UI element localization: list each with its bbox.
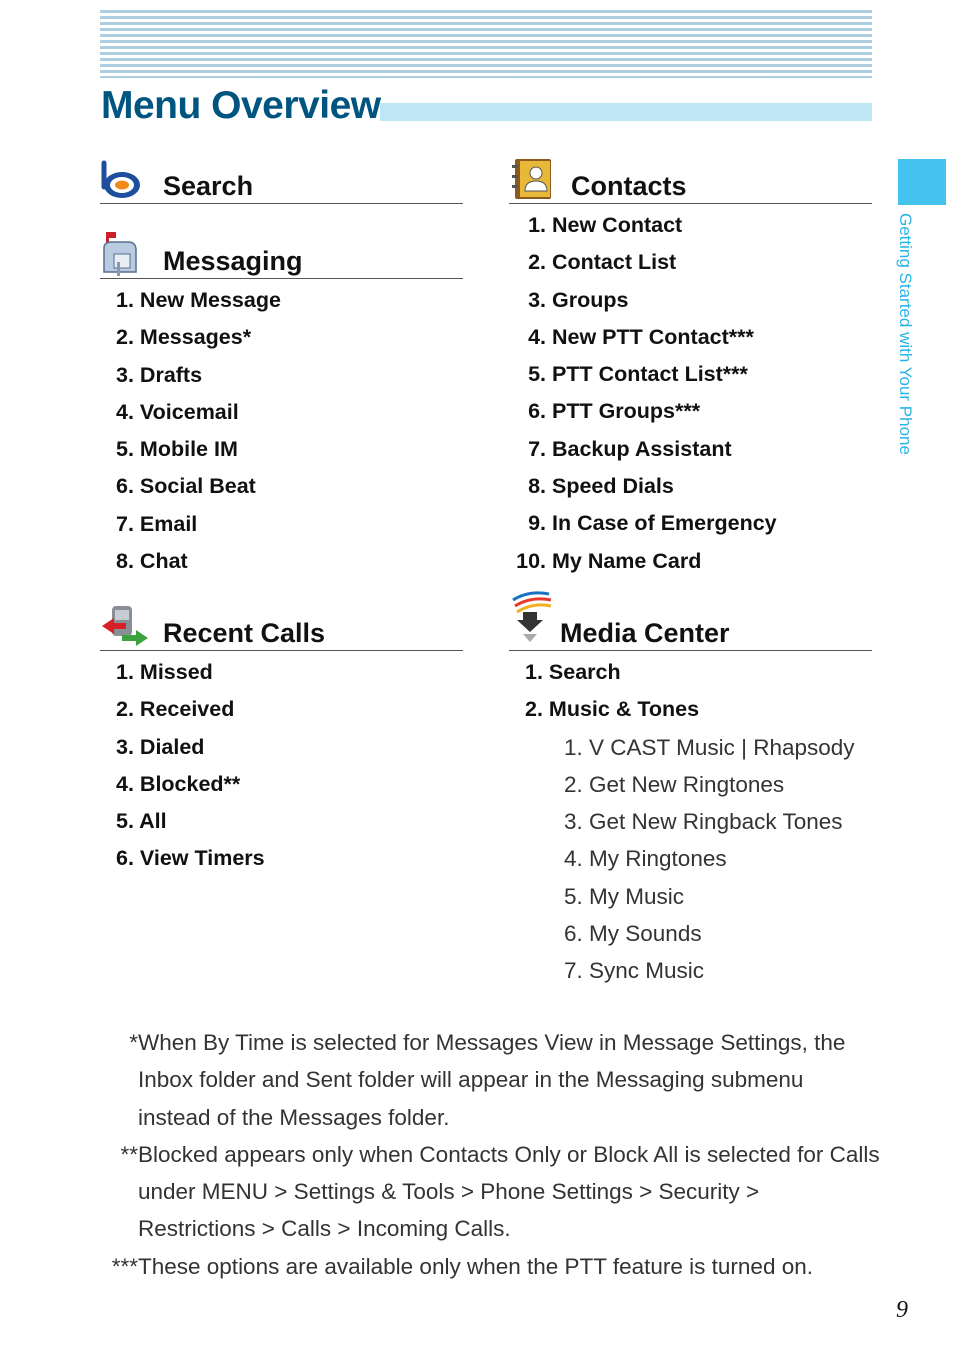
messaging-heading: Messaging: [163, 246, 303, 276]
search-icon: [100, 157, 152, 201]
list-item[interactable]: 10. My Name Card: [516, 548, 702, 573]
page-number: 9: [896, 1297, 908, 1323]
list-item[interactable]: 1. Missed: [116, 660, 213, 684]
footnote-text: These options are available only when the PTT feature is turned on.: [138, 1253, 813, 1279]
messaging-list: [100, 282, 463, 580]
mailbox-icon: [100, 232, 152, 276]
list-item[interactable]: 7. Email: [116, 511, 198, 536]
list-item[interactable]: 8. Chat: [116, 549, 188, 574]
page-title: Menu Overview: [101, 84, 381, 127]
footnote: [100, 1024, 880, 1136]
media-center-heading-row[interactable]: [509, 604, 872, 651]
footnote-text: When By Time is selected for Messages View in Message Settings, the Inbox folder and Sent folder will appear in the Messaging submenu instead of the Messages folder.: [138, 1030, 846, 1130]
list-item[interactable]: 5. My Music: [564, 883, 685, 909]
music-tones-sublist: [509, 729, 872, 990]
contacts-section: [509, 157, 872, 580]
list-item[interactable]: 7. Backup Assistant: [528, 436, 732, 461]
list-item[interactable]: 8. Speed Dials: [528, 474, 674, 499]
list-item[interactable]: 7. Sync Music: [564, 958, 705, 984]
list-item[interactable]: 2. Get New Ringtones: [564, 771, 785, 797]
footnote-mark: **: [120, 1141, 138, 1167]
list-item[interactable]: 1. New Contact: [528, 213, 683, 237]
side-tab: [898, 159, 946, 205]
list-item[interactable]: 4. My Ringtones: [564, 846, 727, 872]
list-item[interactable]: 5. PTT Contact List***: [528, 362, 748, 387]
list-item[interactable]: 1. Search: [525, 660, 621, 684]
messaging-section: [100, 232, 463, 580]
side-tab-label: Getting Started with Your Phone: [896, 213, 915, 455]
footnote-mark: ***: [111, 1253, 138, 1279]
list-item[interactable]: 1. V CAST Music | Rhapsody: [564, 734, 855, 760]
search-section: [100, 157, 463, 204]
list-item[interactable]: 3. Dialed: [116, 734, 205, 759]
messaging-heading-row[interactable]: [100, 232, 463, 279]
contacts-list: [509, 207, 872, 580]
recent-calls-icon: [100, 604, 152, 648]
header-stripes: [100, 10, 872, 78]
contacts-heading-row[interactable]: [509, 157, 872, 204]
footnote-mark: *: [129, 1030, 138, 1055]
list-item[interactable]: 6. View Timers: [116, 846, 265, 871]
recent-calls-section: [100, 604, 463, 878]
list-item[interactable]: 6. Social Beat: [116, 474, 256, 499]
media-center-section: [509, 604, 872, 990]
contacts-heading: Contacts: [571, 171, 687, 201]
list-item[interactable]: 4. Voicemail: [116, 399, 239, 424]
list-item[interactable]: 2. Received: [116, 697, 235, 722]
list-item[interactable]: 4. New PTT Contact***: [528, 324, 754, 349]
title-underline-bar: [380, 103, 872, 121]
contacts-book-icon: [509, 157, 561, 201]
list-item[interactable]: 3. Drafts: [116, 362, 203, 387]
list-item[interactable]: 3. Get New Ringback Tones: [564, 809, 843, 835]
list-item[interactable]: 4. Blocked**: [116, 771, 241, 796]
media-center-list: [509, 654, 872, 729]
footnote-text: Blocked appears only when Contacts Only or Block All is selected for Calls under MENU > Settings & Tools > Phone Settings > Security > Restrictions > Calls > Incoming Calls.: [138, 1141, 880, 1242]
search-heading: Search: [163, 171, 254, 201]
list-item[interactable]: 6. PTT Groups***: [528, 399, 701, 424]
footnote: [100, 1136, 880, 1248]
list-item[interactable]: 5. All: [116, 809, 167, 834]
list-item[interactable]: 1. New Message: [116, 288, 281, 312]
search-heading-row[interactable]: [100, 157, 463, 204]
recent-calls-heading: Recent Calls: [163, 618, 326, 648]
footnotes: [100, 1024, 880, 1285]
list-item[interactable]: 2. Music & Tones: [525, 697, 700, 722]
list-item[interactable]: 2. Messages*: [116, 325, 252, 350]
recent-calls-heading-row[interactable]: [100, 604, 463, 651]
recent-calls-list: [100, 654, 463, 878]
list-item[interactable]: 3. Groups: [528, 287, 629, 312]
media-center-heading: Media Center: [560, 618, 730, 648]
media-center-icon: [509, 590, 561, 648]
footnote: [100, 1248, 880, 1285]
list-item[interactable]: 5. Mobile IM: [116, 437, 238, 462]
list-item[interactable]: 6. My Sounds: [564, 921, 702, 947]
list-item[interactable]: 9. In Case of Emergency: [528, 511, 777, 536]
list-item[interactable]: 2. Contact List: [528, 250, 677, 275]
